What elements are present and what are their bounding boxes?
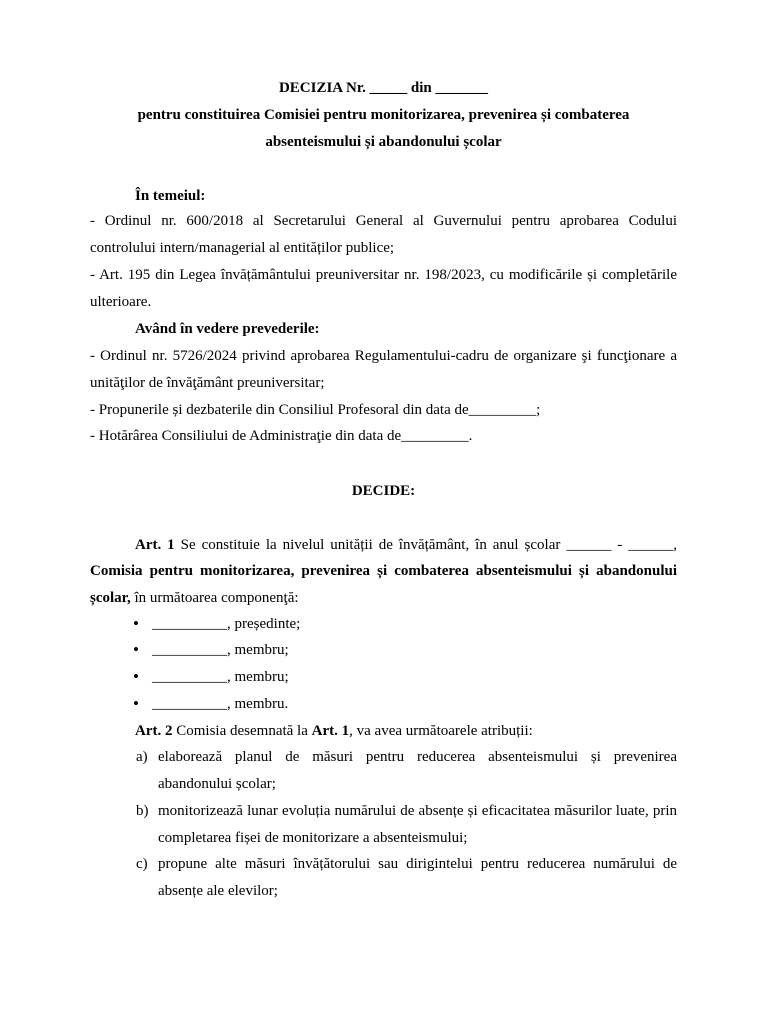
art1-line3-bold: școlar, (90, 590, 131, 606)
art2-text2: , va avea următoarele atribuții: (349, 723, 533, 739)
art1-label: Art. 1 (135, 537, 175, 553)
art1-line1 (135, 535, 677, 555)
art1-line2: Comisia pentru monitorizarea, prevenirea și combaterea absenteismului și abandonului (90, 563, 677, 579)
art1-line1-text: Se constituie la nivelul unității de învățământ, în anul școlar ______ - ______, (174, 537, 677, 553)
member-item-president: __________, președinte; (152, 616, 301, 632)
bullet-icon: • (133, 694, 139, 713)
avand-item1-line2: unităţilor de învăţământ preuniversitar; (90, 375, 325, 391)
decision-subtitle-line2: absenteismului și abandonului școlar (265, 134, 502, 150)
decision-title: DECIZIA Nr. _____ din _______ (278, 80, 489, 96)
avand-item2: - Propunerile și dezbaterile din Consiliul Profesoral din data de_________; (90, 402, 541, 418)
art2-item-a-line2: abandonului școlar; (158, 776, 276, 792)
bullet-icon: • (133, 667, 139, 686)
art2-text1: Comisia desemnată la (172, 723, 312, 739)
temei-item1-line1: - Ordinul nr. 600/2018 al Secretarului General al Guvernului pentru aprobarea Codului (90, 213, 677, 229)
art2-item-a-line1: elaborează planul de măsuri pentru reducerea absenteismului și prevenirea (158, 749, 677, 765)
member-item-3: __________, membru. (152, 696, 289, 712)
decision-subtitle-line1: pentru constituirea Comisiei pentru monitorizarea, prevenirea și combaterea (137, 107, 630, 123)
art2-item-b-line1: monitorizează lunar evoluția numărului de absențe și eficacitatea măsurilor luate, prin (158, 803, 677, 819)
avand-heading: Având în vedere prevederile: (135, 321, 320, 337)
bullet-icon: • (133, 614, 139, 633)
art2-item-c-marker: c) (136, 856, 148, 872)
art2-item-b-marker: b) (136, 803, 149, 819)
art2-label: Art. 2 (135, 723, 173, 739)
art1-line3 (90, 588, 677, 608)
member-item-2: __________, membru; (152, 669, 289, 685)
avand-item3: - Hotărârea Consiliului de Administraţie din data de_________. (90, 428, 473, 444)
art2-item-a-marker: a) (136, 749, 148, 765)
avand-item1-line1: - Ordinul nr. 5726/2024 privind aprobarea Regulamentului-cadru de organizare şi funcţionare a (90, 348, 677, 364)
art1-line3-text: în următoarea componenţă: (130, 590, 299, 606)
bullet-icon: • (133, 640, 139, 659)
temei-item2-line2: ulterioare. (90, 294, 152, 310)
temei-item2-line1: - Art. 195 din Legea învățământului preuniversitar nr. 198/2023, cu modificările și completările (90, 267, 677, 283)
art2-item-c-line2: absențe ale elevilor; (158, 883, 278, 899)
member-item-1: __________, membru; (152, 642, 289, 658)
temei-heading: În temeiul: (135, 188, 206, 204)
temei-item1-line2: controlului intern/managerial al entităților publice; (90, 240, 395, 256)
art2-ref: Art. 1 (311, 723, 350, 739)
art2-item-c-line1: propune alte măsuri învățătorului sau dirigintelui pentru reducerea numărului de (158, 856, 677, 872)
art2-intro (135, 721, 677, 741)
art2-item-b-line2: completarea fișei de monitorizare a absenteismului; (158, 830, 468, 846)
decide-heading: DECIDE: (351, 483, 416, 499)
